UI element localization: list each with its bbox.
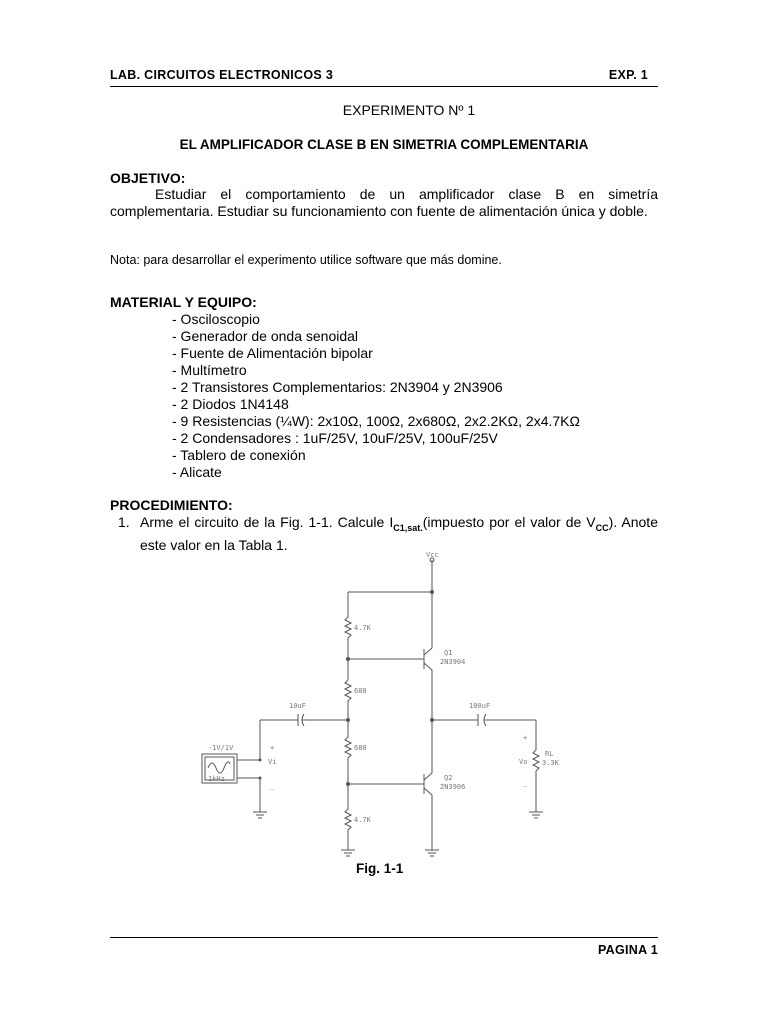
step-text — [140, 514, 658, 554]
header-experiment: EXP. 1 — [608, 68, 648, 82]
note-text: Nota: para desarrollar el experimento utilice software que más domine. — [110, 253, 502, 267]
page-header — [110, 66, 658, 87]
step-text-c: ). Anote este valor en la Tabla 1. — [140, 514, 658, 553]
objetivo-body: Estudiar el comportamiento de un amplificador clase B en simetría complementaria. Estudiar su funcionamiento con fuente de alimentación única y doble. — [110, 186, 658, 219]
procedimiento-heading: PROCEDIMIENTO: — [110, 497, 233, 513]
list-item: - Alicate — [172, 464, 222, 480]
c-out-label: 100uF — [469, 702, 491, 710]
r-mid1-label: 680 — [354, 687, 367, 695]
circuit-diagram — [190, 552, 560, 862]
q1-name: Q1 — [444, 649, 453, 657]
q2-part: 2N3906 — [440, 783, 466, 791]
list-item: - 2 Diodos 1N4148 — [172, 396, 289, 412]
header-course: LAB. CIRCUITOS ELECTRONICOS 3 — [110, 68, 334, 82]
page-number: PAGINA 1 — [597, 943, 658, 957]
rl-name: RL — [545, 750, 554, 758]
list-item: - Multímetro — [172, 362, 247, 378]
page-footer — [110, 937, 658, 957]
vo-label: Vo — [519, 758, 528, 766]
material-list — [172, 311, 580, 481]
generator-frequency: 1kHz — [208, 775, 225, 783]
step-number: 1. — [118, 514, 130, 530]
list-item: - Osciloscopio — [172, 311, 260, 327]
figure-caption: Fig. 1-1 — [356, 861, 404, 876]
objetivo-text — [110, 186, 658, 220]
experiment-number: EXPERIMENTO Nº 1 — [342, 102, 476, 118]
list-item: - Tablero de conexión — [172, 447, 306, 463]
r-top-label: 4.7K — [354, 624, 371, 632]
step-sub-ic1sat: C1,sat. — [393, 522, 423, 533]
vo-plus: + — [523, 734, 528, 742]
c-in-label: 10uF — [289, 702, 306, 710]
generator-amplitude: -1V/1V — [208, 744, 234, 752]
q2-name: Q2 — [444, 774, 453, 782]
vi-label: Vi — [268, 758, 277, 766]
step-text-a: Arme el circuito de la Fig. 1-1. Calcule I — [140, 514, 394, 530]
list-item: - 2 Transistores Complementarios: 2N3904 y 2N3906 — [172, 379, 503, 395]
rl-value: 3.3K — [542, 759, 559, 767]
step-text-b: (impuesto por el valor de V — [422, 514, 596, 530]
material-heading: MATERIAL Y EQUIPO: — [110, 294, 257, 310]
vi-minus: _ — [270, 782, 275, 790]
list-item: - 2 Condensadores : 1uF/25V, 10uF/25V, 100uF/25V — [172, 430, 498, 446]
vi-plus: + — [270, 744, 275, 752]
list-item: - Fuente de Alimentación bipolar — [172, 345, 373, 361]
r-bot-label: 4.7K — [354, 816, 371, 824]
list-item: - 9 Resistencias (¼W): 2x10Ω, 100Ω, 2x680Ω, 2x2.2KΩ, 2x4.7KΩ — [172, 413, 580, 429]
experiment-title: EL AMPLIFICADOR CLASE B EN SIMETRIA COMPLEMENTARIA — [179, 137, 589, 152]
vcc-label: Vcc — [426, 552, 439, 559]
vo-minus: _ — [523, 779, 528, 787]
objetivo-heading: OBJETIVO: — [110, 170, 186, 186]
list-item: - Generador de onda senoidal — [172, 328, 359, 344]
q1-part: 2N3904 — [440, 658, 466, 666]
r-mid2-label: 680 — [354, 744, 367, 752]
step-sub-vcc: CC — [595, 522, 609, 533]
